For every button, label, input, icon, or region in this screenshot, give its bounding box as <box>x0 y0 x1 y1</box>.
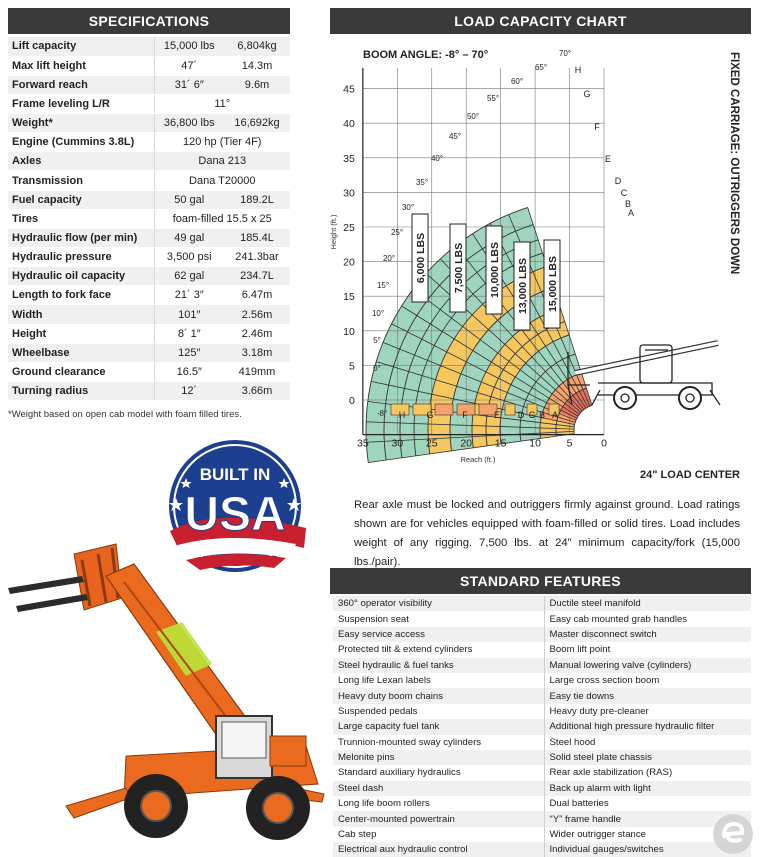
zone-label-top: C <box>620 188 628 198</box>
capacity-label <box>450 224 466 312</box>
spec-label: Tires <box>8 209 154 228</box>
spec-row <box>8 75 290 94</box>
spec-label: Wheelbase <box>8 343 154 362</box>
feature-row <box>333 765 751 780</box>
y-tick-label: 25 <box>343 222 355 234</box>
capacity-value: 7,500 LBS <box>453 242 465 294</box>
y-tick-label: 10 <box>343 325 355 338</box>
zone-label-bottom: D <box>517 410 525 420</box>
feature-item: Heavy duty boom chains <box>333 688 544 703</box>
feature-item: Steel hydraulic & fuel tanks <box>333 658 544 673</box>
spec-label: Lift capacity <box>8 37 154 56</box>
zone-label-top: G <box>583 89 591 99</box>
x-tick-label: 35 <box>357 437 369 450</box>
spec-value-metric: 3.66m <box>224 382 290 401</box>
capacity-label <box>514 242 530 330</box>
spec-value: foam-filled 15.5 x 25 <box>154 209 290 228</box>
feature-item: Ductile steel manifold <box>544 596 751 611</box>
capacity-value: 13,000 LBS <box>517 257 529 315</box>
capacity-label <box>544 240 560 328</box>
spec-value-metric: 234.7L <box>224 267 290 286</box>
feature-row <box>333 842 751 857</box>
specifications-header <box>8 8 290 34</box>
feature-item: Center-mounted powertrain <box>333 811 544 826</box>
fixed-carriage-label: FIXED CARRIAGE: OUTRIGGERS DOWN <box>728 52 740 275</box>
angle-label: 60° <box>510 77 524 86</box>
spec-value-imperial: 125″ <box>154 343 224 362</box>
spec-value: 120 hp (Tier 4F) <box>154 133 290 152</box>
x-tick-label: 25 <box>425 437 438 450</box>
y-tick-label: 20 <box>343 256 355 269</box>
feature-row <box>333 611 751 626</box>
spec-row <box>8 133 290 152</box>
angle-label: 30° <box>401 203 415 212</box>
angle-label: 55° <box>486 94 500 103</box>
features-header <box>330 568 751 594</box>
angle-label: 5° <box>373 336 381 345</box>
feature-row <box>333 596 751 611</box>
spec-row <box>8 37 290 56</box>
angle-label: 25° <box>390 228 404 237</box>
spec-value-imperial: 36,800 lbs <box>154 114 224 133</box>
spec-row <box>8 209 290 228</box>
zone-label-top: F <box>594 122 600 132</box>
load-center-label: 24" LOAD CENTER <box>640 469 740 481</box>
y-tick-label: 35 <box>343 152 355 165</box>
feature-row <box>333 673 751 688</box>
feature-item: Melonite pins <box>333 750 544 765</box>
spec-value: 11° <box>154 94 290 113</box>
spec-value-metric: 2.46m <box>224 324 290 343</box>
spec-row <box>8 114 290 133</box>
feature-item: Wider outrigger stance <box>544 827 751 842</box>
zone-label-bottom: G <box>426 410 434 420</box>
spec-label: Engine (Cummins 3.8L) <box>8 133 154 152</box>
x-tick-label: 10 <box>529 437 541 450</box>
spec-value-imperial: 12´ <box>154 382 224 401</box>
load-chart-header <box>330 8 751 34</box>
spec-value-imperial: 62 gal <box>154 267 224 286</box>
spec-label: Frame leveling L/R <box>8 94 154 113</box>
feature-item: Easy service access <box>333 627 544 642</box>
feature-item: Individual gauges/switches <box>544 842 751 857</box>
feature-row <box>333 658 751 673</box>
angle-label: 70° <box>558 49 572 58</box>
spec-value-imperial: 15,000 lbs <box>154 37 224 56</box>
feature-item: Standard auxiliary hydraulics <box>333 765 544 780</box>
badge-usa: USA <box>184 488 286 541</box>
feature-item: Manual lowering valve (cylinders) <box>544 658 751 673</box>
load-chart-title: LOAD CAPACITY CHART <box>454 13 627 29</box>
spec-value-metric: 6.47m <box>224 286 290 305</box>
angle-label: 20° <box>382 254 396 263</box>
telehandler-silhouette-icon <box>568 343 720 409</box>
zone-label-top: E <box>604 154 612 164</box>
capacity-value: 10,000 LBS <box>489 241 501 299</box>
angle-label: 35° <box>415 178 429 187</box>
zone-label-bottom: F <box>462 410 468 420</box>
feature-item: Heavy duty pre-cleaner <box>544 704 751 719</box>
x-tick-label: 20 <box>460 437 473 450</box>
x-tick-label: 0 <box>601 437 607 450</box>
spec-label: Weight* <box>8 114 154 133</box>
feature-row <box>333 827 751 842</box>
angle-label: 50° <box>466 112 480 121</box>
feature-item: Dual batteries <box>544 796 751 811</box>
specifications-table <box>8 37 290 401</box>
zone-label-top: B <box>624 199 632 209</box>
spec-value-metric: 185.4L <box>224 228 290 247</box>
standard-features-table <box>333 596 751 857</box>
y-tick-label: 45 <box>343 83 355 96</box>
zone-label-bottom: H <box>398 410 406 420</box>
spec-value-metric: 189.2L <box>224 190 290 209</box>
spec-value-imperial: 101″ <box>154 305 224 324</box>
x-tick-label: 15 <box>494 437 507 450</box>
spec-value-imperial: 50 gal <box>154 190 224 209</box>
spec-value-metric: 16,692kg <box>224 114 290 133</box>
zone-label-top: D <box>614 176 622 186</box>
spec-row <box>8 305 290 324</box>
x-tick-label: 5 <box>566 437 573 450</box>
spec-label: Hydraulic oil capacity <box>8 267 154 286</box>
feature-item: Back up alarm with light <box>544 781 751 796</box>
zone-label-bottom: A <box>551 410 559 420</box>
boom-angle-label: BOOM ANGLE: -8° – 70° <box>363 49 489 61</box>
x-axis-label: Reach (ft.) <box>460 455 496 464</box>
feature-item: Solid steel plate chassis <box>544 750 751 765</box>
spec-value-imperial: 21´ 3″ <box>154 286 224 305</box>
spec-row <box>8 152 290 171</box>
capacity-label <box>486 226 502 314</box>
zone-label-bottom: E <box>493 410 501 420</box>
spec-row <box>8 228 290 247</box>
zone-label-bottom: B <box>538 410 546 420</box>
capacity-value: 15,000 LBS <box>547 255 559 313</box>
spec-label: Max lift height <box>8 56 154 75</box>
spec-label: Fuel capacity <box>8 190 154 209</box>
spec-row <box>8 171 290 190</box>
angle-label: -8° <box>376 409 388 418</box>
spec-value-metric: 3.18m <box>224 343 290 362</box>
spec-value-imperial: 47´ <box>154 56 224 75</box>
feature-item: Rear axle stabilization (RAS) <box>544 765 751 780</box>
spec-row <box>8 286 290 305</box>
spec-label: Transmission <box>8 171 154 190</box>
feature-row <box>333 627 751 642</box>
spec-value-metric: 419mm <box>224 362 290 381</box>
feature-item: “Y” frame handle <box>544 811 751 826</box>
feature-item: Protected tilt & extend cylinders <box>333 642 544 657</box>
spec-value: Dana T20000 <box>154 171 290 190</box>
spec-label: Turning radius <box>8 382 154 401</box>
spec-value-imperial: 8´ 1″ <box>154 324 224 343</box>
feature-item: 360° operator visibility <box>333 596 544 611</box>
load-chart-note: Rear axle must be locked and outriggers firmly against ground. Load ratings shown are for vehicles equipped with foam-filled or solid tires. Load includes weight of any rigging. 7,500 lbs. at 24" minimum capacity/fork (15,000 lbs./pair). <box>354 499 740 568</box>
spec-row <box>8 382 290 401</box>
feature-row <box>333 781 751 796</box>
angle-label: 0° <box>373 364 381 373</box>
angle-label: 65° <box>534 63 548 72</box>
feature-row <box>333 719 751 734</box>
telehandler-illustration <box>6 536 326 848</box>
fork-carriage-icon <box>8 544 122 612</box>
spec-value: Dana 213 <box>154 152 290 171</box>
spec-value-imperial: 31´ 6″ <box>154 75 224 94</box>
feature-item: Master disconnect switch <box>544 627 751 642</box>
y-tick-label: 15 <box>343 291 355 304</box>
features-title: STANDARD FEATURES <box>460 573 621 589</box>
feature-row <box>333 688 751 703</box>
spec-label: Height <box>8 324 154 343</box>
feature-item: Large capacity fuel tank <box>333 719 544 734</box>
zone-label-top: H <box>574 65 582 75</box>
spec-row <box>8 324 290 343</box>
feature-row <box>333 796 751 811</box>
feature-row <box>333 704 751 719</box>
spec-value-imperial: 49 gal <box>154 228 224 247</box>
feature-item: Cab step <box>333 827 544 842</box>
spec-label: Ground clearance <box>8 362 154 381</box>
spec-row <box>8 190 290 209</box>
spec-value-metric: 14.3m <box>224 56 290 75</box>
feature-item: Easy cab mounted grab handles <box>544 611 751 626</box>
spec-label: Length to fork face <box>8 286 154 305</box>
angle-label: 10° <box>371 309 385 318</box>
angle-label: 45° <box>448 132 462 141</box>
feature-item: Suspended pedals <box>333 704 544 719</box>
y-tick-label: 30 <box>343 187 355 200</box>
feature-row <box>333 750 751 765</box>
spec-label: Axles <box>8 152 154 171</box>
feature-item: Easy tie downs <box>544 688 751 703</box>
angle-label: 40° <box>430 154 444 163</box>
spec-value-metric: 6,804kg <box>224 37 290 56</box>
feature-item: Suspension seat <box>333 611 544 626</box>
feature-row <box>333 811 751 826</box>
spec-label: Forward reach <box>8 75 154 94</box>
load-capacity-chart <box>328 36 754 491</box>
feature-row <box>333 735 751 750</box>
spec-label: Width <box>8 305 154 324</box>
capacity-value: 6,000 LBS <box>415 232 427 284</box>
spec-value-imperial: 3,500 psi <box>154 248 224 267</box>
spec-row <box>8 267 290 286</box>
spec-label: Hydraulic pressure <box>8 248 154 267</box>
spec-value-metric: 2.56m <box>224 305 290 324</box>
zone-cell-bottom <box>435 404 453 415</box>
angle-label: 15° <box>376 281 390 290</box>
feature-item: Long life boom rollers <box>333 796 544 811</box>
zone-cell-bottom <box>505 404 515 415</box>
capacity-label <box>412 214 428 302</box>
spec-value-metric: 241.3bar <box>224 248 290 267</box>
spec-value-metric: 9.6m <box>224 75 290 94</box>
spec-row <box>8 56 290 75</box>
feature-item: Steel hood <box>544 735 751 750</box>
spec-row <box>8 343 290 362</box>
x-tick-label: 30 <box>391 437 404 450</box>
zone-label-bottom: C <box>528 410 536 420</box>
spec-row <box>8 248 290 267</box>
specifications-title: SPECIFICATIONS <box>88 13 210 29</box>
feature-item: Long life Lexan labels <box>333 673 544 688</box>
weight-footnote: *Weight based on open cab model with foam filled tires. <box>8 409 242 420</box>
y-axis-label: Height (ft.) <box>329 214 338 250</box>
feature-item: Steel dash <box>333 781 544 796</box>
feature-row <box>333 642 751 657</box>
spec-value-imperial: 16.5″ <box>154 362 224 381</box>
y-tick-label: 0 <box>349 395 355 407</box>
y-tick-label: 40 <box>343 118 355 131</box>
feature-item: Boom lift point <box>544 642 751 657</box>
feature-item: Trunnion-mounted sway cylinders <box>333 735 544 750</box>
spec-label: Hydraulic flow (per min) <box>8 228 154 247</box>
badge-built-in: BUILT IN <box>199 465 271 484</box>
feature-item: Electrical aux hydraulic control <box>333 842 544 857</box>
spec-row <box>8 362 290 381</box>
feature-item: Additional high pressure hydraulic filter <box>544 719 751 734</box>
feature-item: Large cross section boom <box>544 673 751 688</box>
spec-row <box>8 94 290 113</box>
watermark-logo-icon <box>710 812 756 856</box>
y-tick-label: 5 <box>349 360 355 373</box>
zone-label-top: A <box>627 208 635 218</box>
